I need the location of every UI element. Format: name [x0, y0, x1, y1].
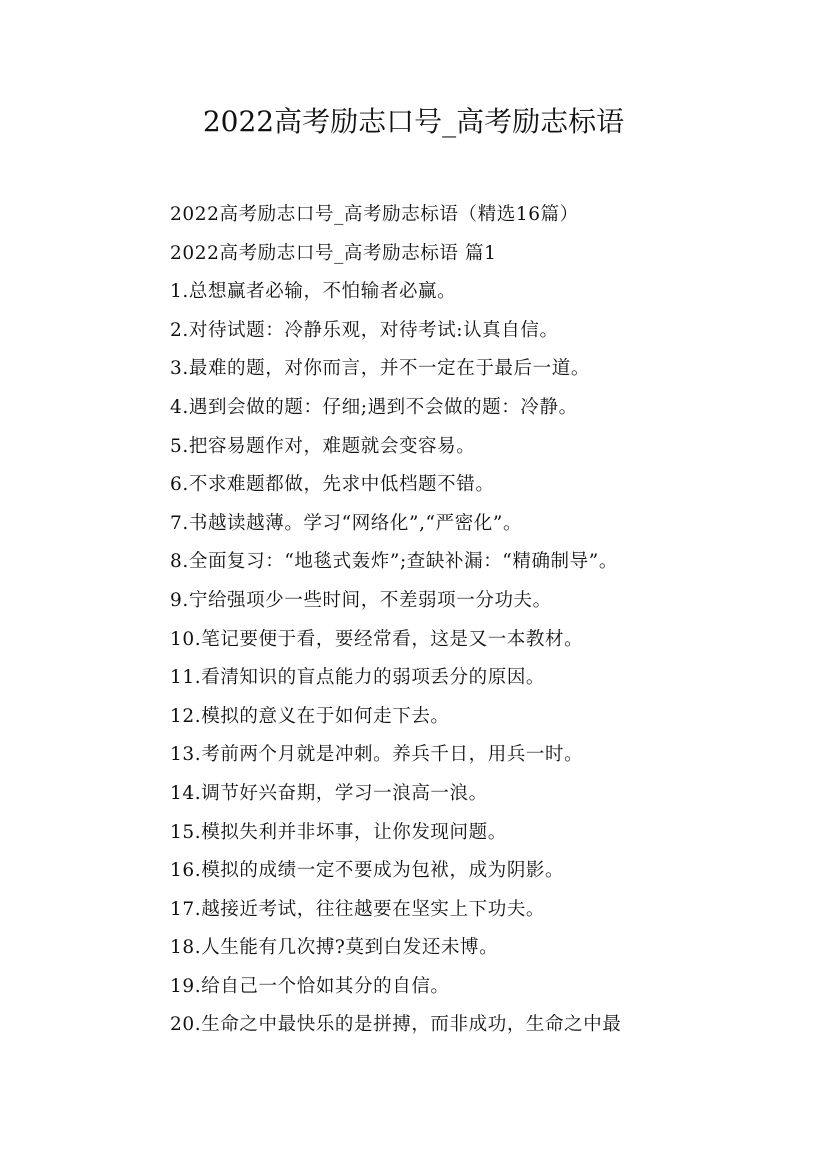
slogan-item-9: 9.宁给强项少一些时间，不差弱项一分功夫。	[170, 589, 552, 611]
slogan-item-12: 12.模拟的意义在于如何走下去。	[170, 705, 450, 727]
slogan-item-15: 15.模拟失利并非坏事，让你发现问题。	[170, 821, 507, 843]
document-body	[170, 196, 810, 1045]
slogan-item-14: 14.调节好兴奋期，学习一浪高一浪。	[170, 782, 488, 804]
slogan-item-4: 4.遇到会做的题：仔细;遇到不会做的题：冷静。	[170, 396, 578, 418]
slogan-item-6: 6.不求难题都做，先求中低档题不错。	[170, 474, 495, 496]
slogan-item-8: 8.全面复习：“地毯式轰炸”;查缺补漏：“精确制导”。	[170, 551, 618, 573]
slogan-item-1: 1.总想赢者必输，不怕输者必赢。	[170, 281, 457, 303]
slogan-item-18: 18.人生能有几次搏?莫到白发还未博。	[170, 937, 499, 959]
slogan-item-11: 11.看清知识的盲点能力的弱项丢分的原因。	[170, 667, 546, 689]
slogan-item-2: 2.对待试题：冷静乐观，对待考试:认真自信。	[170, 319, 559, 341]
slogan-item-3: 3.最难的题，对你而言，并不一定在于最后一道。	[170, 358, 590, 380]
intro-line: 2022高考励志口号_高考励志标语（精选16篇）	[170, 204, 579, 225]
slogan-item-13: 13.考前两个月就是冲刺。养兵千日，用兵一时。	[170, 744, 584, 766]
section-heading: 2022高考励志口号_高考励志标语 篇1	[170, 242, 497, 264]
slogan-item-20: 20.生命之中最快乐的是拼搏，而非成功，生命之中最	[170, 1014, 622, 1036]
slogan-item-17: 17.越接近考试，往往越要在坚实上下功夫。	[170, 898, 546, 920]
document-title: 2022高考励志口号_高考励志标语	[202, 105, 625, 138]
slogan-item-7: 7.书越读越薄。学习“网络化”,“严密化”。	[170, 512, 523, 534]
slogan-item-16: 16.模拟的成绩一定不要成为包袱，成为阴影。	[170, 860, 565, 882]
slogan-item-10: 10.笔记要便于看，要经常看，这是又一本教材。	[170, 628, 584, 650]
slogan-item-5: 5.把容易题作对，难题就会变容易。	[170, 435, 476, 457]
slogan-item-19: 19.给自己一个恰如其分的自信。	[170, 975, 450, 997]
